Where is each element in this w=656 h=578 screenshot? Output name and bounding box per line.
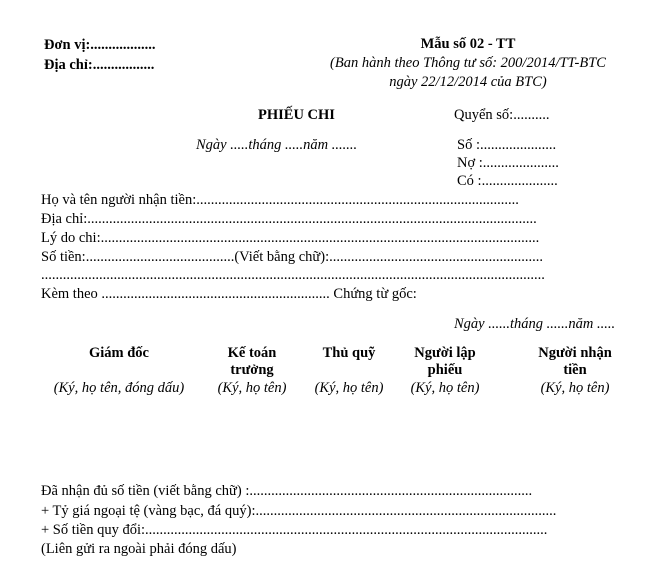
signature-title: Kế toán trưởng [227,345,277,378]
signature-director [44,345,194,397]
signature-note: (Ký, họ tên) [217,380,287,396]
unit-field: Đơn vị:.................. [44,37,156,53]
issuance-note-line2: ngày 22/12/2014 của BTC) [389,74,547,90]
exchange-rate-field: + Tỷ giá ngoại tệ (vàng bạc, đá quý):................................................................................... [41,503,557,519]
document-title: PHIẾU CHI [258,107,335,123]
amount-field: Số tiền:.........................................(Viết bằng chữ):........................................................... [41,249,543,265]
form-number: Mẫu số 02 - TT [420,36,516,52]
signature-chief-accountant [212,345,292,397]
signature-title: Người nhận tiền [538,345,612,378]
attachments-field: Kèm theo ............................................................... Chứng từ gốc: [41,286,417,302]
signature-cashier [309,345,389,397]
signature-note: (Ký, họ tên, đóng dấu) [53,380,185,396]
signature-title: Thủ quỹ [322,345,376,361]
signature-title: Giám đốc [88,345,149,361]
converted-amount-field: + Số tiền quy đổi:............................................................................................................... [41,522,548,538]
signature-preparer [405,345,485,397]
voucher-number: Số :..................... [457,137,557,153]
signature-recipient [530,345,620,397]
external-copy-note: (Liên gửi ra ngoài phải đóng dấu) [41,541,237,557]
document-date: Ngày .....tháng .....năm ....... [196,137,358,153]
reason-field: Lý do chi:......................................................................................................................... [41,230,540,246]
issuance-note-line1: (Ban hành theo Thông tư số: 200/2014/TT-BTC [330,55,606,71]
signature-note: (Ký, họ tên) [314,380,384,396]
received-amount-field: Đã nhận đủ số tiền (viết bằng chữ) :.............................................................................. [41,483,533,499]
address-field-header: Địa chỉ:................. [44,57,155,73]
signature-note: (Ký, họ tên) [540,380,610,396]
debit-account: Nợ :..................... [457,155,559,171]
signature-date: Ngày ......tháng ......năm ..... [454,316,616,332]
amount-words-continuation: ........................................................................................................................................... [41,267,545,283]
book-number: Quyển số:.......... [454,107,550,123]
recipient-name-field: Họ và tên người nhận tiền:......................................................................................... [41,192,519,208]
recipient-address-field: Địa chỉ:............................................................................................................................ [41,211,537,227]
signature-title: Người lập phiếu [414,345,476,378]
signature-note: (Ký, họ tên) [410,380,480,396]
credit-account: Có :..................... [457,173,558,189]
